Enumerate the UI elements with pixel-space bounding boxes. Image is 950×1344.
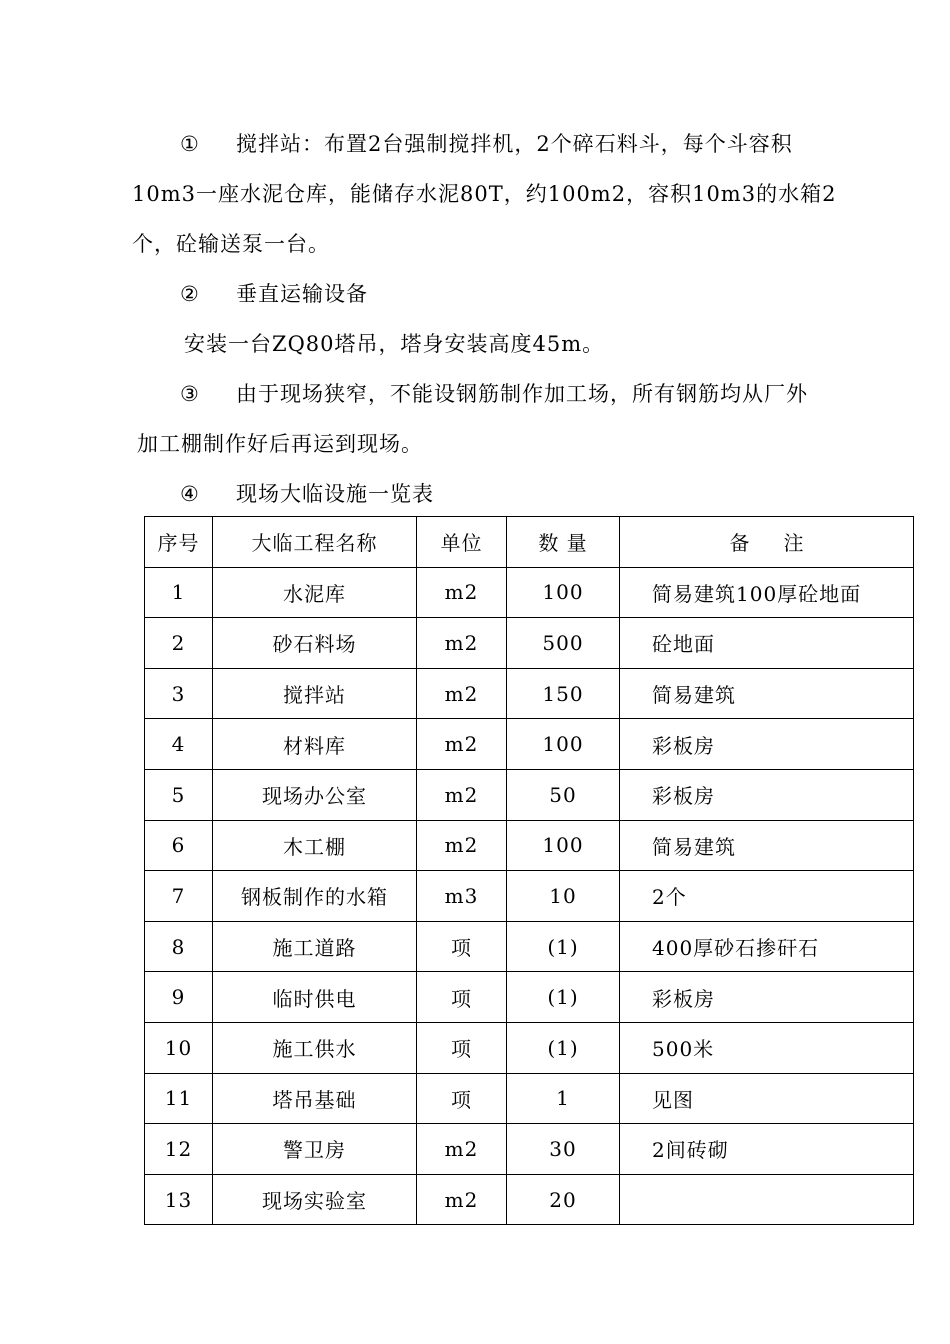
cell-unit: m3: [417, 871, 507, 922]
table-row: [145, 668, 914, 719]
cell-name: 临时供电: [213, 972, 417, 1023]
cell-remark: 400厚砂石掺矸石: [620, 921, 914, 972]
cell-unit: m2: [417, 1174, 507, 1225]
cell-index: 8: [145, 921, 213, 972]
cell-index: 10: [145, 1022, 213, 1073]
paragraph-3-line-2: 加工棚制作好后再运到现场。: [137, 432, 423, 456]
list-marker-1: ①: [180, 132, 200, 156]
temporary-facilities-table: [144, 516, 914, 1225]
table-row: [145, 1073, 914, 1124]
cell-quantity: 100: [507, 567, 620, 618]
cell-quantity: (1): [507, 921, 620, 972]
header-index: 序号: [145, 517, 213, 568]
cell-quantity: 50: [507, 769, 620, 820]
cell-remark: 简易建筑100厚砼地面: [620, 567, 914, 618]
cell-name: 水泥库: [213, 567, 417, 618]
table-caption-line: [180, 481, 434, 507]
paragraph-2-heading-line: [180, 281, 368, 307]
cell-quantity: (1): [507, 1022, 620, 1073]
cell-name: 警卫房: [213, 1124, 417, 1175]
header-quantity: 数 量: [507, 517, 620, 568]
cell-index: 2: [145, 618, 213, 669]
cell-quantity: 30: [507, 1124, 620, 1175]
cell-name: 现场办公室: [213, 769, 417, 820]
cell-quantity: 20: [507, 1174, 620, 1225]
paragraph-text: 搅拌站：布置2台强制搅拌机，2个碎石料斗，每个斗容积: [236, 132, 793, 156]
table-row: [145, 820, 914, 871]
cell-unit: m2: [417, 769, 507, 820]
cell-unit: 项: [417, 1022, 507, 1073]
cell-name: 材料库: [213, 719, 417, 770]
cell-index: 5: [145, 769, 213, 820]
cell-remark: [620, 1174, 914, 1225]
paragraph-3-line-1: [180, 381, 808, 407]
cell-unit: 项: [417, 921, 507, 972]
cell-unit: m2: [417, 567, 507, 618]
list-marker-4: ④: [180, 482, 200, 506]
cell-quantity: 500: [507, 618, 620, 669]
cell-name: 钢板制作的水箱: [213, 871, 417, 922]
cell-quantity: 100: [507, 820, 620, 871]
cell-unit: m2: [417, 618, 507, 669]
cell-unit: m2: [417, 668, 507, 719]
paragraph-2-body: 安装一台ZQ80塔吊，塔身安装高度45m。: [184, 332, 605, 356]
cell-index: 12: [145, 1124, 213, 1175]
paragraph-text: 由于现场狭窄，不能设钢筋制作加工场，所有钢筋均从厂外: [236, 382, 808, 406]
cell-remark: 2间砖砌: [620, 1124, 914, 1175]
cell-index: 3: [145, 668, 213, 719]
table-row: [145, 1174, 914, 1225]
table-row: [145, 1022, 914, 1073]
cell-remark: 彩板房: [620, 719, 914, 770]
table-row: [145, 769, 914, 820]
cell-name: 搅拌站: [213, 668, 417, 719]
cell-name: 塔吊基础: [213, 1073, 417, 1124]
table-row: [145, 921, 914, 972]
header-unit: 单位: [417, 517, 507, 568]
cell-quantity: 10: [507, 871, 620, 922]
paragraph-1-line-2: 10m3一座水泥仓库，能储存水泥80T，约100m2，容积10m3的水箱2: [132, 182, 837, 206]
cell-unit: 项: [417, 1073, 507, 1124]
header-remark: 备注: [620, 517, 914, 568]
table-row: [145, 972, 914, 1023]
header-name: 大临工程名称: [213, 517, 417, 568]
cell-name: 木工棚: [213, 820, 417, 871]
cell-remark: 彩板房: [620, 972, 914, 1023]
cell-quantity: (1): [507, 972, 620, 1023]
cell-remark: 简易建筑: [620, 820, 914, 871]
cell-index: 7: [145, 871, 213, 922]
paragraph-1-line-3: 个，砼输送泵一台。: [132, 232, 330, 256]
cell-remark: 彩板房: [620, 769, 914, 820]
cell-name: 现场实验室: [213, 1174, 417, 1225]
cell-quantity: 150: [507, 668, 620, 719]
cell-index: 4: [145, 719, 213, 770]
cell-unit: m2: [417, 719, 507, 770]
cell-index: 1: [145, 567, 213, 618]
cell-index: 9: [145, 972, 213, 1023]
table-row: [145, 871, 914, 922]
table-caption: 现场大临设施一览表: [236, 482, 434, 506]
cell-quantity: 100: [507, 719, 620, 770]
cell-index: 11: [145, 1073, 213, 1124]
list-marker-3: ③: [180, 382, 200, 406]
cell-name: 施工供水: [213, 1022, 417, 1073]
table-header-row: [145, 517, 914, 568]
cell-remark: 简易建筑: [620, 668, 914, 719]
cell-name: 砂石料场: [213, 618, 417, 669]
cell-remark: 砼地面: [620, 618, 914, 669]
table-row: [145, 567, 914, 618]
cell-index: 13: [145, 1174, 213, 1225]
table-row: [145, 618, 914, 669]
list-marker-2: ②: [180, 282, 200, 306]
cell-remark: 见图: [620, 1073, 914, 1124]
table-row: [145, 1124, 914, 1175]
paragraph-1-line-1: [180, 131, 793, 157]
cell-remark: 2个: [620, 871, 914, 922]
cell-unit: m2: [417, 1124, 507, 1175]
cell-quantity: 1: [507, 1073, 620, 1124]
table-row: [145, 719, 914, 770]
cell-unit: 项: [417, 972, 507, 1023]
cell-index: 6: [145, 820, 213, 871]
paragraph-heading: 垂直运输设备: [236, 282, 368, 306]
cell-name: 施工道路: [213, 921, 417, 972]
cell-unit: m2: [417, 820, 507, 871]
cell-remark: 500米: [620, 1022, 914, 1073]
